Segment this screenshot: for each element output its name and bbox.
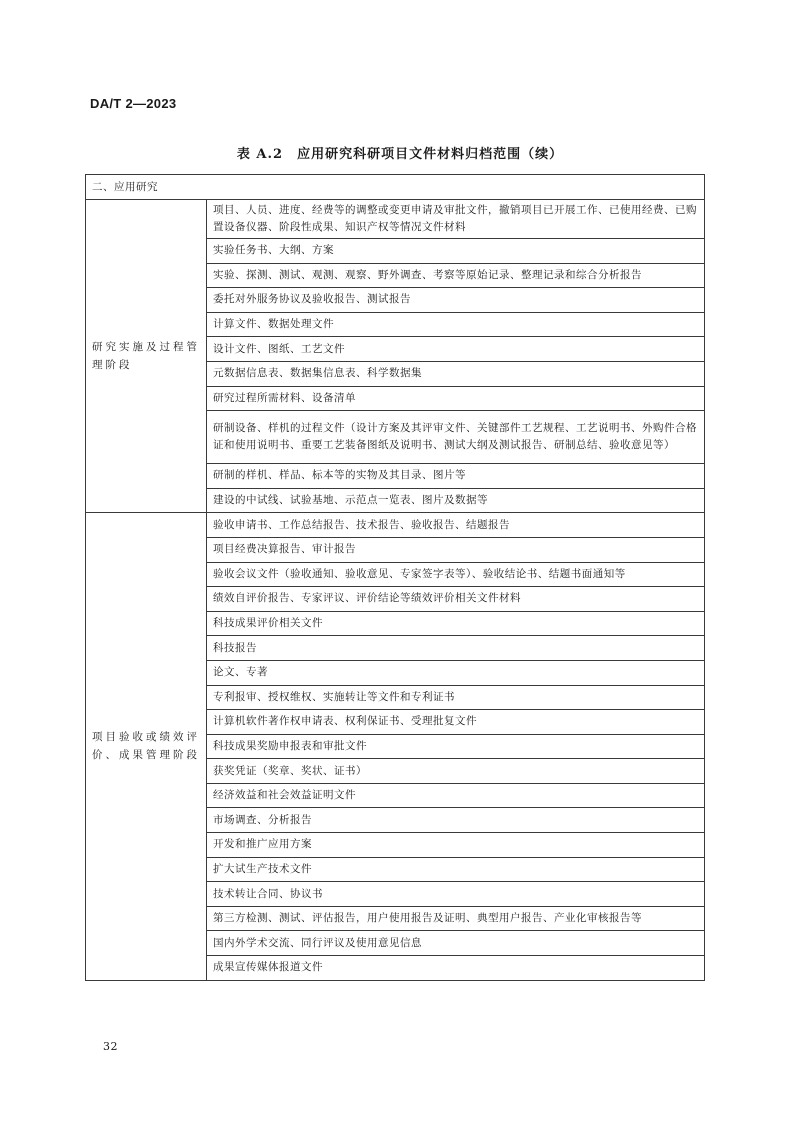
archive-item: 项目经费决算报告、审计报告	[207, 537, 705, 562]
archive-item: 实验、探测、测试、观测、观察、野外调查、考察等原始记录、整理记录和综合分析报告	[207, 263, 705, 288]
archive-item: 计算文件、数据处理文件	[207, 312, 705, 337]
page-number: 32	[103, 1040, 118, 1053]
archive-item: 成果宣传媒体报道文件	[207, 956, 705, 981]
archive-item: 科技成果奖励申报表和审批文件	[207, 734, 705, 759]
archive-item: 委托对外服务协议及验收报告、测试报告	[207, 288, 705, 313]
archive-item: 研制设备、样机的过程文件（设计方案及其评审文件、关键部件工艺规程、工艺说明书、外购件合格证和使用说明书、重要工艺装备图纸及说明书、测试大纲及测试报告、研制总结、验收意见等）	[207, 411, 705, 464]
section-header-row	[86, 175, 705, 200]
archive-item: 第三方检测、测试、评估报告，用户使用报告及证明、典型用户报告、产业化审核报告等	[207, 906, 705, 931]
archive-item: 实验任务书、大纲、方案	[207, 239, 705, 264]
archive-item: 科技报告	[207, 636, 705, 661]
phase-label: 项目验收或绩效评价、成果管理阶段	[86, 513, 207, 980]
archive-item: 项目、人员、进度、经费等的调整或变更申请及审批文件，撤销项目已开展工作、已使用经费、已购置设备仪器、阶段性成果、知识产权等情况文件材料	[207, 200, 705, 239]
archive-item: 扩大试生产技术文件	[207, 857, 705, 882]
archive-item: 验收申请书、工作总结报告、技术报告、验收报告、结题报告	[207, 513, 705, 538]
table-caption: 表 A.2 应用研究科研项目文件材料归档范围（续）	[236, 147, 564, 162]
archive-item: 国内外学术交流、同行评议及使用意见信息	[207, 931, 705, 956]
archive-item: 元数据信息表、数据集信息表、科学数据集	[207, 361, 705, 386]
archive-scope-table	[85, 174, 705, 981]
archive-item: 论文、专著	[207, 660, 705, 685]
archive-item: 开发和推广应用方案	[207, 833, 705, 858]
archive-item: 市场调查、分析报告	[207, 808, 705, 833]
phase-label: 研究实施及过程管理阶段	[86, 200, 207, 513]
section-title: 二、应用研究	[86, 175, 705, 200]
document-code: DA/T 2—2023	[90, 96, 177, 111]
archive-item: 验收会议文件（验收通知、验收意见、专家签字表等）、验收结论书、结题书面通知等	[207, 562, 705, 587]
archive-item: 专利报审、授权维权、实施转让等文件和专利证书	[207, 685, 705, 710]
archive-item: 技术转让合同、协议书	[207, 882, 705, 907]
archive-item: 研究过程所需材料、设备清单	[207, 386, 705, 411]
archive-item: 科技成果评价相关文件	[207, 611, 705, 636]
archive-item: 研制的样机、样品、标本等的实物及其目录、图片等	[207, 464, 705, 489]
archive-item: 建设的中试线、试验基地、示范点一览表、图片及数据等	[207, 488, 705, 513]
table-row	[86, 513, 705, 538]
table-row	[86, 200, 705, 239]
archive-item: 计算机软件著作权申请表、权利保证书、受理批复文件	[207, 710, 705, 735]
archive-item: 经济效益和社会效益证明文件	[207, 783, 705, 808]
archive-item: 获奖凭证（奖章、奖状、证书）	[207, 759, 705, 784]
archive-item: 绩效自评价报告、专家评议、评价结论等绩效评价相关文件材料	[207, 587, 705, 612]
archive-item: 设计文件、图纸、工艺文件	[207, 337, 705, 362]
